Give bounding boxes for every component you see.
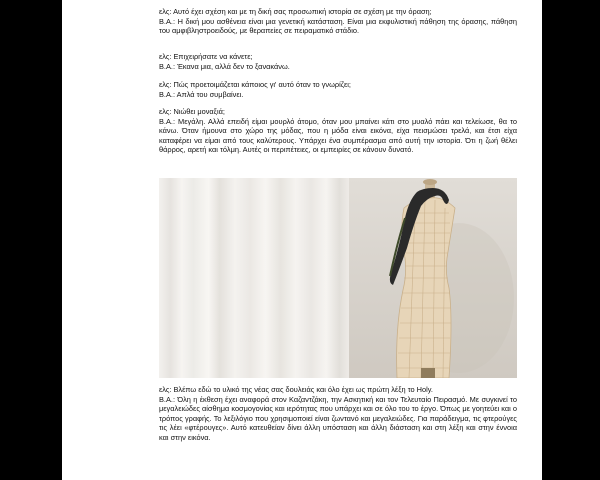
answer-text: Β.Α.: Μεγάλη. Αλλά επειδή είμαι μουρλό άτομο, όταν μου μπαίνει κάτι στο μυαλό πάει και τελείωσε, θα το κάνω. Όταν ήμουνα στο χώρο της μόδας, που η μόδα είναι εικόνα, είχα πεισμώσει τρελά, και έτσι είχα καταφέρει να είμαι από τους καλύτερους. Υπάρχει ένα συμπέρασμα από αυτή την ιστορία. Ότι η ζωή θέλει θάρρος, αρετή και τόλμη. Αυτές οι περιπέτειες, οι εμπειρίες σε κάνουν δυνατό. [159, 116, 517, 155]
question-text: ελς: Πώς προετοιμάζεται κάποιος γι' αυτό όταν το γνωρίζει; [159, 80, 351, 89]
answer-text: Β.Α.: Η δική μου ασθένεια είναι μια γενετική κατάσταση. Είναι μια εκφυλιστική πάθηση της όρασης, πάθηση του αμφιβληστροειδούς, με θεραπείες σε πειραματικό στάδιο. [159, 16, 517, 36]
question-text: ελς: Επιχειρήσατε να κάνετε; [159, 52, 253, 61]
question-text: ελς: Αυτό έχει σχέση και με τη δική σας προσωπική ιστορία σε σχέση με την όραση; [159, 7, 432, 16]
interview-block-2 [159, 52, 517, 71]
answer-text: Β.Α.: Έκανα μια, αλλά δεν το ξανακάνω. [159, 61, 290, 71]
dress-form-sculpture [159, 178, 517, 378]
interview-block-5 [159, 385, 517, 443]
question-text: ελς: Βλέπω εδώ το υλικό της νέας σας δουλειάς και όλο έχει ως πρώτη λέξη το Holy. [159, 385, 433, 394]
answer-text: Β.Α.: Απλά του συμβαίνει. [159, 89, 244, 99]
artwork-photo [159, 178, 517, 378]
document-page [62, 0, 542, 480]
interview-block-4 [159, 107, 517, 155]
interview-block-3 [159, 80, 517, 99]
interview-block-1 [159, 7, 517, 36]
answer-text: Β.Α.: Όλη η έκθεση έχει αναφορά στον Καζαντζάκη, την Ασκητική και τον Τελευταίο Πειρασμό. Με συγκινεί το μεγαλειώδες αίσθημα κοσμογονίας και ιερότητας που υπάρχει και σε όλο του το έργο. Όπως με γοητεύει και ο τρόπος γραφής. Το λεξιλόγιο που χρησιμοποιεί είναι ζωντανό και μεγαλειώδες. Για παράδειγμα, τις φτερούγες τις λέει «φτέρουγες». Αυτό κατευθείαν δίνει άλλη υπόσταση και άλλη διάσταση και στη λέξη και στην έννοια και στην εικόνα. [159, 394, 517, 442]
question-text: ελς: Νιώθει μοναξιά; [159, 107, 225, 116]
